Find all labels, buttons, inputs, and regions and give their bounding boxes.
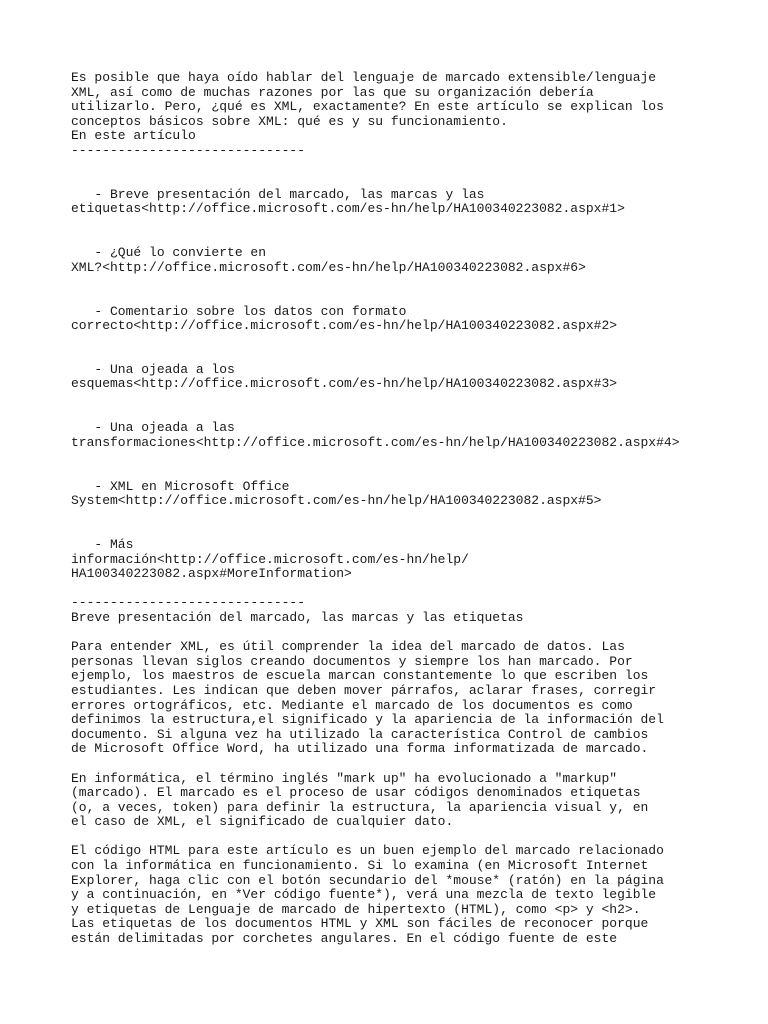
text-line: Las etiquetas de los documentos HTML y XML son fáciles de reconocer porque: [71, 916, 649, 932]
toc-item-title: - Una ojeada a las: [71, 420, 235, 436]
toc-item-link[interactable]: XML?<http://office.microsoft.com/es-hn/help/HA100340223082.aspx#6>: [71, 259, 586, 275]
text-line: el caso de XML, el significado de cualquier dato.: [71, 814, 454, 830]
text-line: están delimitadas por corchetes angulares. En el código fuente de este: [71, 931, 618, 947]
text-line: estudiantes. Les indican que deben mover párrafos, aclarar frases, corregir: [71, 682, 657, 698]
toc-item-title: - Más: [71, 537, 134, 552]
toc-item[interactable]: [71, 246, 751, 275]
separator-line: ------------------------------: [71, 142, 306, 158]
text-line: (o, a veces, token) para definir la estructura, la apariencia visual y, en: [71, 799, 649, 815]
document-page: [71, 71, 751, 947]
text-line: y etiquetas de Lenguaje de marcado de hipertexto (HTML), como <p> y <h2>.: [71, 901, 641, 917]
text-line: definimos la estructura,el significado y la apariencia de la información del: [71, 712, 664, 728]
toc-item-link[interactable]: correcto<http://office.microsoft.com/es-hn/help/HA100340223082.aspx#2>: [71, 318, 618, 334]
toc-item-title: - Una ojeada a los: [71, 361, 235, 377]
text-line: El código HTML para este artículo es un buen ejemplo del marcado relacionado: [71, 843, 664, 859]
toc-item-link[interactable]: transformaciones<http://office.microsoft.com/es-hn/help/HA100340223082.aspx#4>: [71, 434, 680, 450]
text-line: utilizarlo. Pero, ¿qué es XML, exactamente? En este artículo se explican los: [71, 99, 664, 115]
toc-item[interactable]: [71, 538, 751, 582]
text-line: ejemplo, los maestros de escuela marcan constantemente lo que escriben los: [71, 668, 649, 684]
toc-item-link[interactable]: HA100340223082.aspx#MoreInformation>: [71, 566, 352, 582]
toc-item[interactable]: [71, 480, 751, 509]
text-line: errores ortográficos, etc. Mediante el marcado de los documentos es como: [71, 697, 633, 713]
toc-item-title: - XML en Microsoft Office: [71, 478, 290, 494]
toc-item[interactable]: [71, 363, 751, 392]
text-line: XML, así como de muchas razones por las que su organización debería: [71, 84, 594, 100]
toc-item[interactable]: [71, 421, 751, 450]
toc-item-title: - ¿Qué lo convierte en: [71, 245, 267, 261]
table-of-contents: [71, 159, 751, 582]
toc-item-link[interactable]: System<http://office.microsoft.com/es-hn/help/HA100340223082.aspx#5>: [71, 493, 602, 509]
text-line: de Microsoft Office Word, ha utilizado una forma informatizada de marcado.: [71, 741, 649, 757]
text-line: con la informática en funcionamiento. Si lo examina (en Microsoft Internet: [71, 858, 649, 874]
toc-item[interactable]: [71, 188, 751, 217]
text-line: y a continuación, en *Ver código fuente*), verá una mezcla de texto legible: [71, 887, 657, 903]
toc-item-title: - Comentario sobre los datos con formato: [71, 303, 407, 319]
text-line: Para entender XML, es útil comprender la idea del marcado de datos. Las: [71, 639, 625, 655]
body-paragraph: [71, 640, 751, 757]
toc-item-link[interactable]: esquemas<http://office.microsoft.com/es-hn/help/HA100340223082.aspx#3>: [71, 376, 618, 392]
text-line: En informática, el término inglés "mark up" ha evolucionado a "markup": [71, 770, 618, 786]
toc-item-title: - Breve presentación del marcado, las marcas y las: [71, 186, 485, 202]
body-paragraph: [71, 844, 751, 946]
text-line: Explorer, haga clic con el botón secundario del *mouse* (ratón) en la página: [71, 872, 664, 888]
toc-heading: En este artículo: [71, 128, 196, 144]
text-line: (marcado). El marcado es el proceso de usar códigos denominados etiquetas: [71, 785, 641, 801]
toc-item[interactable]: [71, 305, 751, 334]
text-line: documento. Si alguna vez ha utilizado la característica Control de cambios: [71, 726, 649, 742]
section-heading: Breve presentación del marcado, las marcas y las etiquetas: [71, 609, 524, 625]
separator-line: ------------------------------: [71, 595, 306, 611]
toc-item-link[interactable]: etiquetas<http://office.microsoft.com/es-hn/help/HA100340223082.aspx#1>: [71, 201, 625, 217]
intro-paragraph: [71, 71, 751, 129]
toc-item-link[interactable]: información<http://office.microsoft.com/es-hn/help/: [71, 551, 469, 567]
text-line: personas llevan siglos creando documentos y siempre los han marcado. Por: [71, 653, 633, 669]
text-line: conceptos básicos sobre XML: qué es y su funcionamiento.: [71, 113, 508, 129]
text-line: Es posible que haya oído hablar del lenguaje de marcado extensible/lenguaje: [71, 70, 657, 85]
body-paragraph: [71, 772, 751, 830]
